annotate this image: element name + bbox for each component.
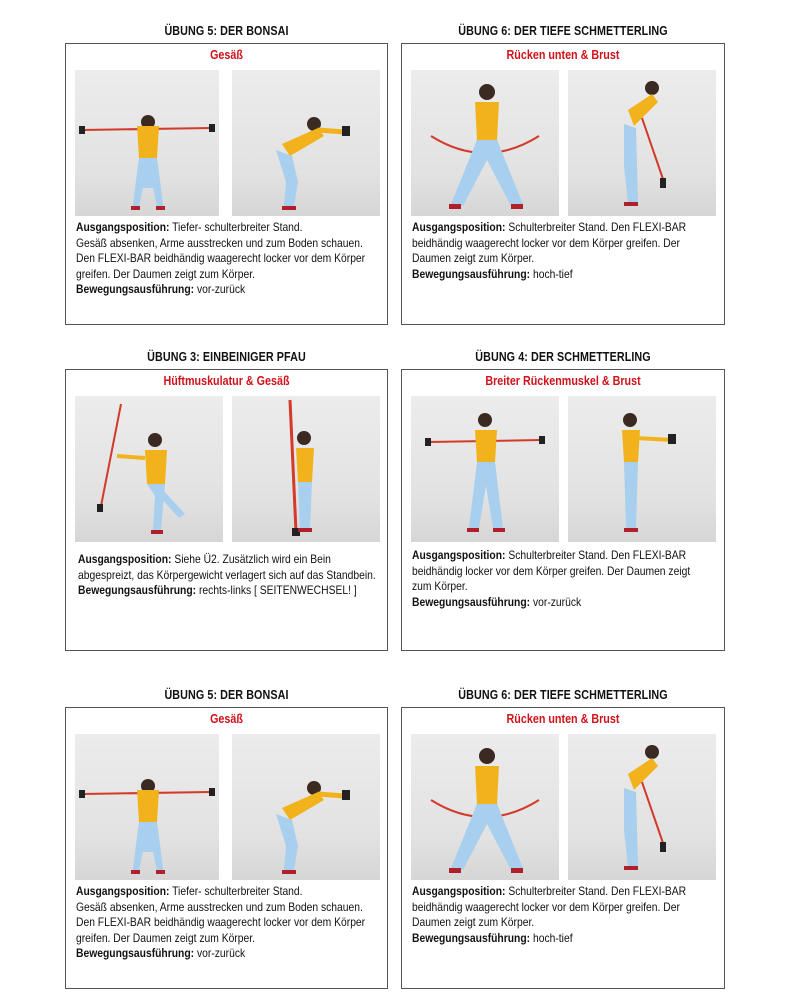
exercise-heading: ÜBUNG 6: DER TIEFE SCHMETTERLING xyxy=(458,688,668,702)
description-line: Den FLEXI-BAR beidhändig waagerecht locker vor dem Körper xyxy=(76,915,366,929)
exercise-description xyxy=(76,220,386,298)
start-position-label: Ausgangsposition: xyxy=(78,552,172,566)
movement-label: Bewegungsausführung: xyxy=(412,930,531,945)
exercise-description xyxy=(412,220,722,282)
target-muscles: Rücken unten & Brust xyxy=(506,712,620,726)
butterfly-front-figure xyxy=(411,396,559,542)
movement-label: Bewegungsausführung: xyxy=(76,282,195,296)
photo-side-view xyxy=(232,70,380,216)
exercise-heading: ÜBUNG 5: DER BONSAI xyxy=(164,688,289,702)
exercise-card-deep-butterfly xyxy=(401,707,725,989)
exercise-card-one-legged-peacock xyxy=(65,369,388,651)
photo-side-view xyxy=(568,396,716,542)
peacock-front-figure xyxy=(75,396,223,542)
movement-text: hoch-tief xyxy=(530,930,573,945)
deep-butterfly-front-figure xyxy=(411,734,559,880)
exercise-description xyxy=(78,552,388,599)
exercise-heading: ÜBUNG 6: DER TIEFE SCHMETTERLING xyxy=(458,24,668,38)
target-muscles: Breiter Rückenmuskel & Brust xyxy=(485,374,641,388)
start-position-label: Ausgangsposition: xyxy=(412,220,506,234)
description-line: Gesäß absenken, Arme ausstrecken und zum Boden schauen. xyxy=(76,899,363,914)
bonsai-side-figure xyxy=(232,70,380,216)
photo-front-view xyxy=(75,396,223,542)
photo-side-view xyxy=(568,734,716,880)
photo-side-view xyxy=(232,396,380,542)
description-line: beidhändig waagerecht locker vor dem Körper greifen. Der xyxy=(412,899,680,914)
target-muscles: Gesäß xyxy=(210,48,243,62)
deep-butterfly-side-figure xyxy=(568,734,716,880)
deep-butterfly-front-figure xyxy=(411,70,559,216)
start-position-label: Ausgangsposition: xyxy=(412,548,506,562)
start-position-text: Schulterbreiter Stand. Den FLEXI-BAR xyxy=(505,220,687,234)
exercise-description xyxy=(412,884,722,946)
target-muscles: Hüftmuskulatur & Gesäß xyxy=(163,374,290,388)
description-line: zum Körper. xyxy=(412,579,468,593)
start-position-label: Ausgangsposition: xyxy=(412,884,506,898)
movement-text: vor-zurück xyxy=(194,946,246,960)
movement-label: Bewegungsausführung: xyxy=(412,266,531,281)
description-line: Gesäß absenken, Arme ausstrecken und zum Boden schauen. xyxy=(76,235,363,250)
movement-text: vor-zurück xyxy=(194,282,246,296)
deep-butterfly-side-figure xyxy=(568,70,716,216)
photo-front-view xyxy=(75,734,219,880)
start-position-text: Schulterbreiter Stand. Den FLEXI-BAR xyxy=(505,884,687,898)
start-position-text: Schulterbreiter Stand. Den FLEXI-BAR xyxy=(505,548,687,562)
photo-front-view xyxy=(411,396,559,542)
description-line: Den FLEXI-BAR beidhändig waagerecht locker vor dem Körper xyxy=(76,251,366,265)
bonsai-front-figure xyxy=(75,734,219,880)
description-line: Daumen zeigt zum Körper. xyxy=(412,915,535,929)
start-position-label: Ausgangsposition: xyxy=(76,220,170,234)
exercise-card-butterfly xyxy=(401,369,725,651)
description-line: greifen. Der Daumen zeigt zum Körper. xyxy=(76,266,255,281)
target-muscles: Gesäß xyxy=(210,712,243,726)
start-position-text: Siehe Ü2. Zusätzlich wird ein Bein xyxy=(171,552,331,566)
exercise-heading: ÜBUNG 5: DER BONSAI xyxy=(164,24,289,38)
peacock-side-figure xyxy=(232,396,380,542)
description-line: greifen. Der Daumen zeigt zum Körper. xyxy=(76,930,255,945)
movement-label: Bewegungsausführung: xyxy=(78,583,197,597)
exercise-description xyxy=(412,548,722,610)
exercise-card-bonsai xyxy=(65,43,388,325)
exercise-description xyxy=(76,884,386,962)
photo-side-view xyxy=(232,734,380,880)
start-position-label: Ausgangsposition: xyxy=(76,884,170,898)
movement-text: rechts-links [ SEITENWECHSEL! ] xyxy=(196,583,357,597)
description-line: abgespreizt, das Körpergewicht verlagert sich auf das Standbein. xyxy=(78,567,376,582)
butterfly-side-figure xyxy=(568,396,716,542)
exercise-heading: ÜBUNG 4: DER SCHMETTERLING xyxy=(475,350,651,364)
photo-side-view xyxy=(568,70,716,216)
photo-front-view xyxy=(411,70,559,216)
movement-label: Bewegungsausführung: xyxy=(412,594,531,609)
bonsai-side-figure xyxy=(232,734,380,880)
bonsai-front-figure xyxy=(75,70,219,216)
photo-front-view xyxy=(411,734,559,880)
exercise-heading: ÜBUNG 3: EINBEINIGER PFAU xyxy=(147,350,306,364)
movement-text: hoch-tief xyxy=(530,266,573,281)
target-muscles: Rücken unten & Brust xyxy=(506,48,620,62)
exercise-card-deep-butterfly xyxy=(401,43,725,325)
photo-front-view xyxy=(75,70,219,216)
movement-label: Bewegungsausführung: xyxy=(76,946,195,960)
movement-text: vor-zurück xyxy=(530,594,582,609)
description-line: beidhändig locker vor dem Körper greifen. Der Daumen zeigt xyxy=(412,563,691,578)
start-position-text: Tiefer- schulterbreiter Stand. xyxy=(169,220,303,234)
description-line: beidhändig waagerecht locker vor dem Körper greifen. Der xyxy=(412,235,680,250)
exercise-card-bonsai xyxy=(65,707,388,989)
description-line: Daumen zeigt zum Körper. xyxy=(412,251,535,265)
start-position-text: Tiefer- schulterbreiter Stand. xyxy=(169,884,303,898)
